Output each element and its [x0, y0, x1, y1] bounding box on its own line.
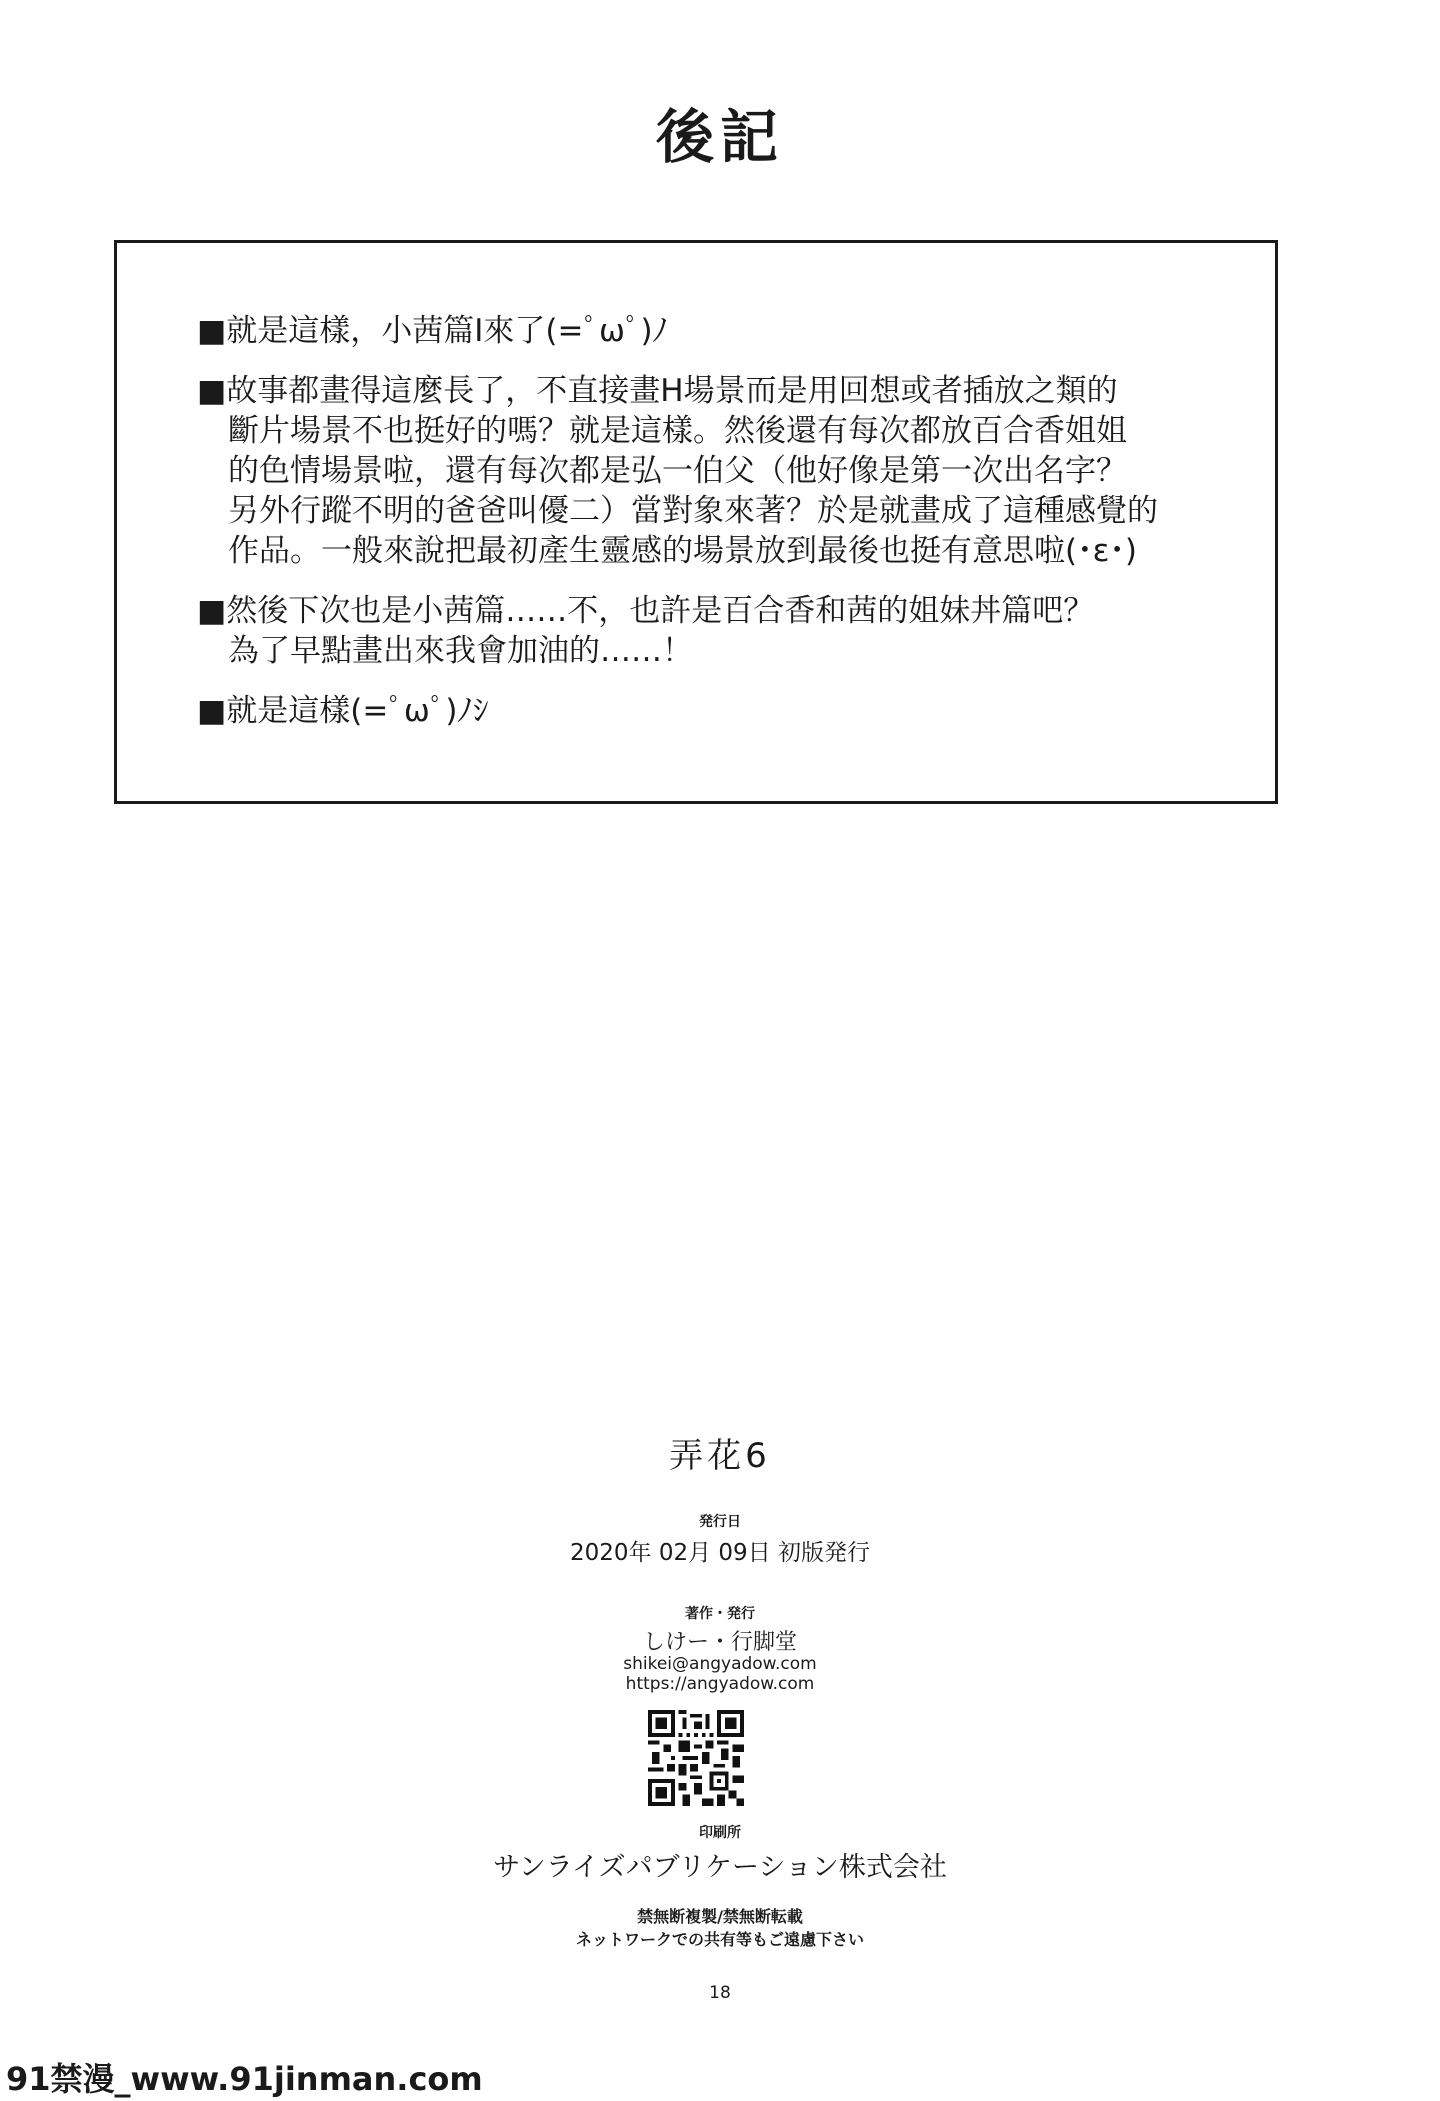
author-email: shikei@angyadow.com — [623, 1654, 817, 1674]
pub-date: 2020年 02月 09日 初版発行 — [570, 1540, 870, 1566]
copyright-notice: 禁無断複製/禁無断転載 — [637, 1907, 803, 1926]
afterword-paragraphs — [197, 311, 1237, 751]
book-title: 弄花6 — [669, 1436, 771, 1476]
watermark-link[interactable]: 91禁漫_www.91jinman.com — [6, 2060, 483, 2098]
paragraph-line: ■就是這樣，小茜篇Ⅰ來了(=ﾟωﾟ)ﾉ — [197, 313, 669, 349]
paragraph-3 — [197, 591, 1237, 671]
author: しけー・行脚堂 — [642, 1630, 797, 1655]
paragraph-line: ■故事都畫得這麼長了，不直接畫H場景而是用回想或者插放之類的 — [197, 373, 1118, 409]
paragraph-line: 的色情場景啦，還有每次都是弘一伯父（他好像是第一次出名字？ — [228, 453, 1127, 489]
paragraph-2 — [197, 371, 1237, 571]
qr-code-icon — [648, 1710, 744, 1806]
author-label: 著作・発行 — [685, 1606, 755, 1622]
pub-date-label: 発行日 — [699, 1514, 741, 1530]
author-url: https://angyadow.com — [625, 1674, 815, 1694]
printer-label: 印刷所 — [699, 1825, 741, 1841]
paragraph-1 — [197, 311, 1237, 351]
paragraph-line: ■然後下次也是小茜篇……不，也許是百合香和茜的姐妹丼篇吧？ — [197, 593, 1095, 629]
paragraph-4 — [197, 691, 1237, 731]
page-number: 18 — [709, 1983, 731, 2003]
sharing-notice: ネットワークでの共有等もご遠慮下さい — [575, 1930, 864, 1949]
paragraph-line: ■就是這樣(=ﾟωﾟ)ﾉｼ — [197, 693, 489, 729]
paragraph-line: 作品。一般來說把最初產生靈感的場景放到最後也挺有意思啦(･ε･) — [228, 533, 1137, 569]
printer-name: サンライズパブリケーション株式会社 — [493, 1852, 947, 1883]
afterword-box — [114, 240, 1278, 804]
paragraph-line: 另外行蹤不明的爸爸叫優二）當對象來著？於是就畫成了這種感覺的 — [228, 493, 1158, 529]
page-title: 後記 — [655, 103, 784, 171]
paragraph-line: 為了早點畫出來我會加油的……！ — [228, 633, 693, 669]
paragraph-line: 斷片場景不也挺好的嗎？就是這樣。然後還有每次都放百合香姐姐 — [228, 413, 1127, 449]
